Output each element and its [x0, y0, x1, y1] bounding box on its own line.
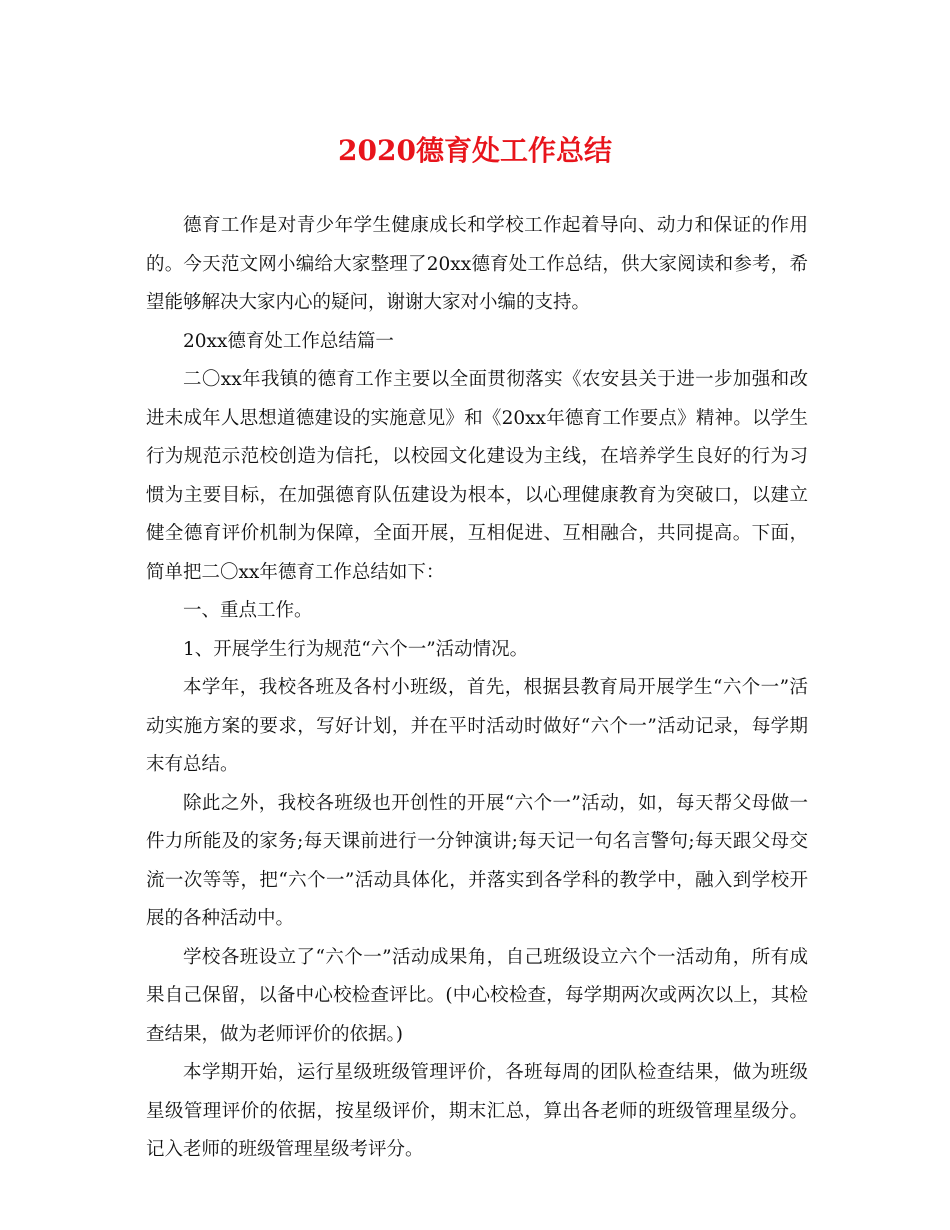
intro-paragraph: 德育工作是对青少年学生健康成长和学校工作起着导向、动力和保证的作用的。今天范文网小编给大家整理了20xx德育处工作总结，供大家阅读和参考，希望能够解决大家内心的疑问，谢谢大家对小编的支持。 — [146, 215, 808, 313]
section-heading-part-one: 20xx德育处工作总结篇一 — [183, 330, 394, 352]
paragraph-six-ones-activities: 除此之外，我校各班级也开创性的开展“六个一”活动，如，每天帮父母做一件力所能及的家务;每天课前进行一分钟演讲;每天记一句名言警句;每天跟父母交流一次等等，把“六个一”活动具体化，并落实到各学科的教学中，融入到学校开展的各种活动中。 — [146, 792, 808, 929]
document-body — [146, 207, 808, 1170]
paragraph-six-ones-plan: 本学年，我校各班及各村小班级，首先，根据县教育局开展学生“六个一”活动实施方案的要求，写好计划，并在平时活动时做好“六个一”活动记录，每学期末有总结。 — [146, 677, 808, 775]
document-title: 2020德育处工作总结 — [338, 134, 612, 167]
key-work-heading: 一、重点工作。 — [183, 600, 313, 621]
subheading-six-ones: 1、开展学生行为规范“六个一”活动情况。 — [183, 638, 529, 660]
paragraph-star-evaluation: 本学期开始，运行星级班级管理评价，各班每周的团队检查结果，做为班级星级管理评价的依据，按星级评价，期末汇总，算出各老师的班级管理星级分。记入老师的班级管理星级考评分。 — [146, 1062, 808, 1160]
overview-paragraph: 二〇xx年我镇的德育工作主要以全面贯彻落实《农安县关于进一步加强和改进未成年人思想道德建设的实施意见》和《20xx年德育工作要点》精神。以学生行为规范示范校创造为信托，以校园文化建设为主线，在培养学生良好的行为习惯为主要目标，在加强德育队伍建设为根本，以心理健康教育为突破口，以建立健全德育评价机制为保障，全面开展，互相促进、互相融合，共同提高。下面，简单把二〇xx年德育工作总结如下： — [146, 369, 808, 583]
paragraph-achievement-corner: 学校各班设立了“六个一”活动成果角，自己班级设立六个一活动角，所有成果自己保留，以备中心校检查评比。(中心校检查，每学期两次或两次以上，其检查结果，做为老师评价的依据。) — [146, 946, 808, 1045]
